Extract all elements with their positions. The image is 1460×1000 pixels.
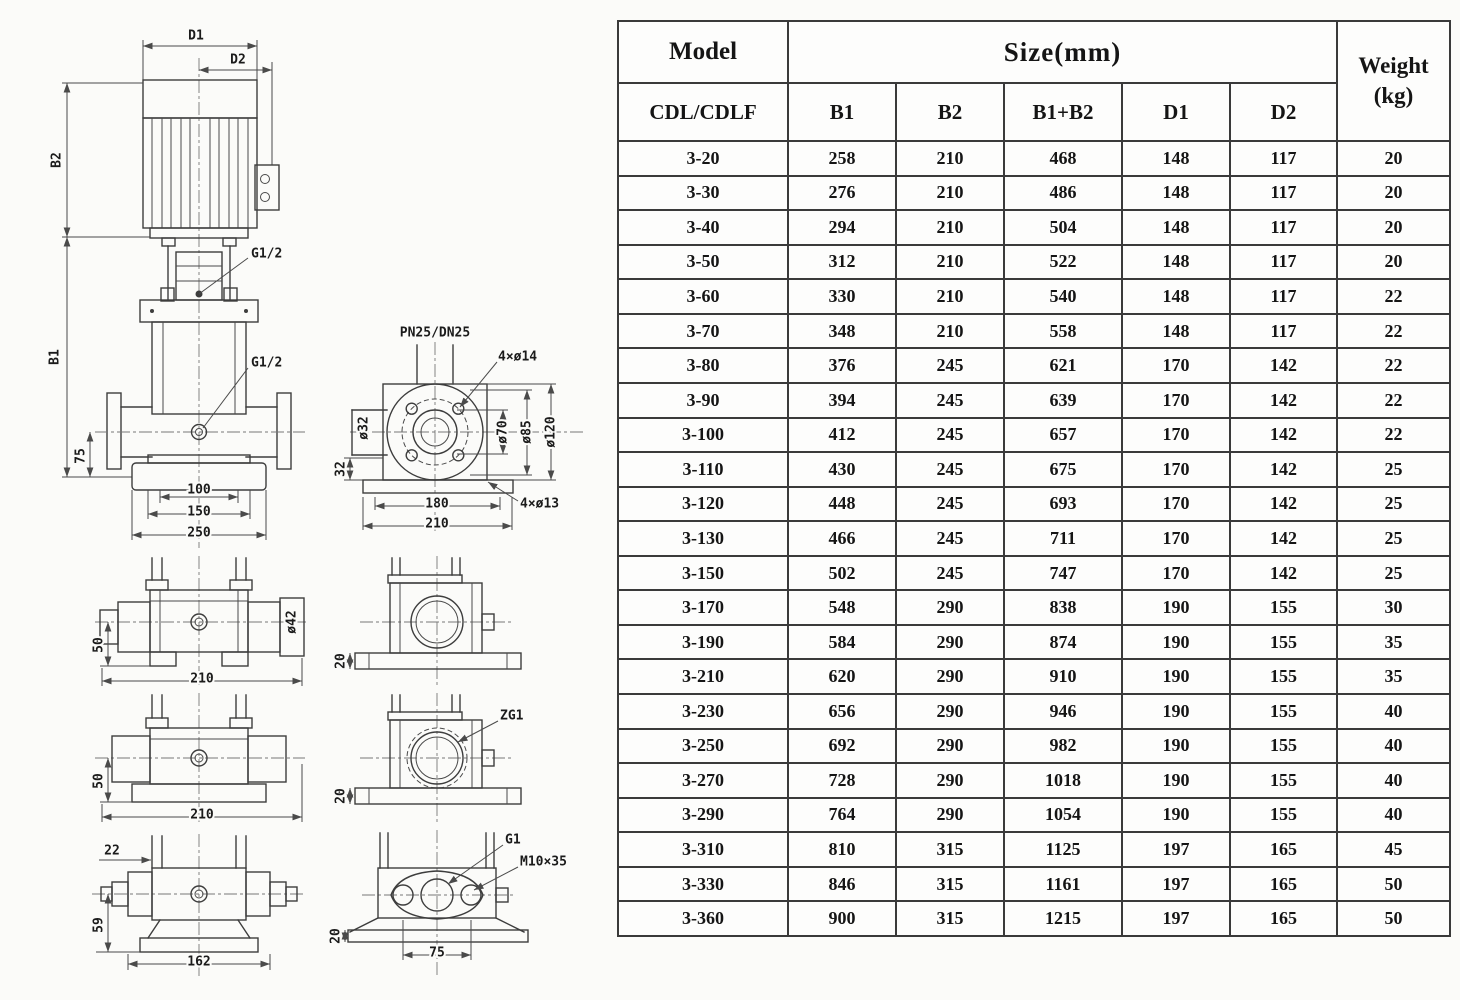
b1b2-cell: 1054 xyxy=(1004,798,1122,833)
table-row xyxy=(618,418,1450,453)
dia-32-label: ø32 xyxy=(356,416,372,440)
dim-50-2-label: 50 xyxy=(91,773,107,789)
d2-cell: 142 xyxy=(1230,348,1337,383)
b2-cell: 315 xyxy=(896,901,1004,936)
model-cell: 3-50 xyxy=(618,245,788,280)
weight-cell: 45 xyxy=(1337,832,1450,867)
model-cell: 3-90 xyxy=(618,383,788,418)
d2-cell: 117 xyxy=(1230,279,1337,314)
table-row xyxy=(618,867,1450,902)
table-row xyxy=(618,210,1450,245)
b1-cell: 502 xyxy=(788,556,896,591)
b1b2-cell: 468 xyxy=(1004,141,1122,176)
dim-32-label: 32 xyxy=(333,461,349,477)
weight-cell: 22 xyxy=(1337,279,1450,314)
dim-210-1-label: 210 xyxy=(190,671,214,687)
weight-cell: 35 xyxy=(1337,659,1450,694)
b1b2-cell: 558 xyxy=(1004,314,1122,349)
weight-cell: 22 xyxy=(1337,383,1450,418)
col-header-b2: B2 xyxy=(896,83,1004,141)
model-cell: 3-120 xyxy=(618,487,788,522)
d1-cell: 148 xyxy=(1122,245,1230,280)
model-cell: 3-150 xyxy=(618,556,788,591)
weight-cell: 40 xyxy=(1337,798,1450,833)
table-row xyxy=(618,383,1450,418)
b2-cell: 245 xyxy=(896,348,1004,383)
dim-210-2-label: 210 xyxy=(190,807,214,823)
d1-cell: 170 xyxy=(1122,521,1230,556)
table-row xyxy=(618,729,1450,764)
b2-cell: 210 xyxy=(896,176,1004,211)
b1b2-cell: 522 xyxy=(1004,245,1122,280)
b1b2-cell: 1125 xyxy=(1004,832,1122,867)
b1-cell: 584 xyxy=(788,625,896,660)
dim-b1-label: B1 xyxy=(47,349,63,365)
table-row xyxy=(618,659,1450,694)
b1-cell: 656 xyxy=(788,694,896,729)
b1-cell: 548 xyxy=(788,590,896,625)
d1-cell: 190 xyxy=(1122,798,1230,833)
b1b2-cell: 693 xyxy=(1004,487,1122,522)
table-row xyxy=(618,487,1450,522)
b1b2-cell: 675 xyxy=(1004,452,1122,487)
weight-cell: 20 xyxy=(1337,210,1450,245)
bolt-holes-bottom-label: 4×ø13 xyxy=(520,496,560,512)
model-cell: 3-210 xyxy=(618,659,788,694)
d1-cell: 148 xyxy=(1122,314,1230,349)
b1b2-cell: 1018 xyxy=(1004,763,1122,798)
weight-cell: 25 xyxy=(1337,556,1450,591)
side-view-2-drawing xyxy=(92,693,306,824)
g12-top-label: G1/2 xyxy=(251,246,283,262)
model-cell: 3-230 xyxy=(618,694,788,729)
weight-cell: 22 xyxy=(1337,314,1450,349)
dia-42-label: ø42 xyxy=(284,610,300,634)
model-cell: 3-290 xyxy=(618,798,788,833)
dim-162-label: 162 xyxy=(187,954,211,970)
table-row xyxy=(618,452,1450,487)
d1-cell: 170 xyxy=(1122,487,1230,522)
table-row xyxy=(618,901,1450,936)
b2-cell: 315 xyxy=(896,832,1004,867)
flange-title-label: PN25/DN25 xyxy=(399,325,471,341)
weight-header-line1: Weight xyxy=(1358,53,1429,79)
model-cell: 3-130 xyxy=(618,521,788,556)
zg1-label: ZG1 xyxy=(500,708,524,724)
b2-cell: 290 xyxy=(896,694,1004,729)
dia-85-label: ø85 xyxy=(519,420,535,444)
d1-cell: 170 xyxy=(1122,348,1230,383)
model-cell: 3-30 xyxy=(618,176,788,211)
table-row xyxy=(618,590,1450,625)
dim-50-1-label: 50 xyxy=(91,637,107,653)
dim-20-1-label: 20 xyxy=(333,653,349,669)
dim-20-3-label: 20 xyxy=(328,928,344,944)
dia-120-label: ø120 xyxy=(543,416,559,448)
weight-cell: 25 xyxy=(1337,521,1450,556)
table-row xyxy=(618,348,1450,383)
d1-cell: 197 xyxy=(1122,867,1230,902)
b1-cell: 620 xyxy=(788,659,896,694)
b1-cell: 294 xyxy=(788,210,896,245)
table-row xyxy=(618,245,1450,280)
bolt-holes-top-label: 4×ø14 xyxy=(498,349,538,365)
d2-cell: 155 xyxy=(1230,798,1337,833)
weight-cell: 40 xyxy=(1337,694,1450,729)
b1b2-cell: 711 xyxy=(1004,521,1122,556)
d1-cell: 190 xyxy=(1122,659,1230,694)
table-row xyxy=(618,176,1450,211)
col-header-b1: B1 xyxy=(788,83,896,141)
b2-cell: 290 xyxy=(896,659,1004,694)
col-header-b1b2: B1+B2 xyxy=(1004,83,1122,141)
b2-cell: 245 xyxy=(896,383,1004,418)
dim-250-label: 250 xyxy=(187,525,211,541)
dim-210-flange-label: 210 xyxy=(425,516,449,532)
dimension-table xyxy=(617,20,1451,937)
b1-cell: 692 xyxy=(788,729,896,764)
model-cell: 3-100 xyxy=(618,418,788,453)
model-cell: 3-40 xyxy=(618,210,788,245)
d2-cell: 142 xyxy=(1230,418,1337,453)
d1-cell: 148 xyxy=(1122,176,1230,211)
d2-cell: 117 xyxy=(1230,210,1337,245)
d1-cell: 170 xyxy=(1122,556,1230,591)
side-view-1-drawing xyxy=(92,556,309,688)
b1-cell: 258 xyxy=(788,141,896,176)
b2-cell: 245 xyxy=(896,452,1004,487)
model-header: Model xyxy=(618,21,788,83)
b1b2-cell: 1161 xyxy=(1004,867,1122,902)
dim-180-label: 180 xyxy=(425,496,449,512)
b2-cell: 290 xyxy=(896,798,1004,833)
weight-cell: 20 xyxy=(1337,176,1450,211)
model-cell: 3-80 xyxy=(618,348,788,383)
table-row xyxy=(618,625,1450,660)
b1b2-cell: 657 xyxy=(1004,418,1122,453)
model-cell: 3-110 xyxy=(618,452,788,487)
d2-cell: 155 xyxy=(1230,659,1337,694)
b1-cell: 312 xyxy=(788,245,896,280)
d1-cell: 190 xyxy=(1122,763,1230,798)
dim-d1-label: D1 xyxy=(188,28,204,44)
b2-cell: 210 xyxy=(896,314,1004,349)
terminal-box xyxy=(255,165,279,210)
b2-cell: 245 xyxy=(896,521,1004,556)
b1-cell: 394 xyxy=(788,383,896,418)
dim-100-label: 100 xyxy=(187,482,211,498)
model-cell: 3-20 xyxy=(618,141,788,176)
weight-cell: 30 xyxy=(1337,590,1450,625)
size-group-header: Size(mm) xyxy=(788,21,1337,83)
b2-cell: 210 xyxy=(896,279,1004,314)
b2-cell: 210 xyxy=(896,210,1004,245)
table-row xyxy=(618,694,1450,729)
model-series-header: CDL/CDLF xyxy=(618,83,788,141)
b1b2-cell: 874 xyxy=(1004,625,1122,660)
d2-cell: 155 xyxy=(1230,763,1337,798)
weight-cell: 40 xyxy=(1337,763,1450,798)
b1b2-cell: 639 xyxy=(1004,383,1122,418)
d1-cell: 148 xyxy=(1122,210,1230,245)
d2-cell: 155 xyxy=(1230,729,1337,764)
d2-cell: 117 xyxy=(1230,141,1337,176)
d2-cell: 142 xyxy=(1230,383,1337,418)
b1-cell: 412 xyxy=(788,418,896,453)
b1b2-cell: 504 xyxy=(1004,210,1122,245)
d1-cell: 148 xyxy=(1122,141,1230,176)
table-row xyxy=(618,314,1450,349)
flange-view-drawing xyxy=(334,326,587,533)
table-body xyxy=(618,141,1450,936)
b1b2-cell: 838 xyxy=(1004,590,1122,625)
table-row xyxy=(618,798,1450,833)
b1b2-cell: 747 xyxy=(1004,556,1122,591)
dim-59-label: 59 xyxy=(91,917,107,933)
b1-cell: 430 xyxy=(788,452,896,487)
dia-70-label: ø70 xyxy=(495,420,511,444)
b1-cell: 330 xyxy=(788,279,896,314)
d2-cell: 117 xyxy=(1230,245,1337,280)
b1b2-cell: 486 xyxy=(1004,176,1122,211)
dim-d2-label: D2 xyxy=(230,52,246,68)
front-view-drawing xyxy=(48,29,306,549)
d2-cell: 117 xyxy=(1230,176,1337,211)
b2-cell: 290 xyxy=(896,625,1004,660)
model-cell: 3-310 xyxy=(618,832,788,867)
port-view-1-drawing xyxy=(334,556,522,686)
port-view-2-drawing xyxy=(334,693,524,824)
d2-cell: 155 xyxy=(1230,694,1337,729)
d1-cell: 190 xyxy=(1122,625,1230,660)
b1-cell: 348 xyxy=(788,314,896,349)
d1-cell: 190 xyxy=(1122,729,1230,764)
m10x35-label: M10×35 xyxy=(520,854,567,870)
b1b2-cell: 621 xyxy=(1004,348,1122,383)
table-row xyxy=(618,141,1450,176)
weight-cell: 22 xyxy=(1337,348,1450,383)
b2-cell: 245 xyxy=(896,487,1004,522)
b1-cell: 448 xyxy=(788,487,896,522)
d1-cell: 148 xyxy=(1122,279,1230,314)
model-cell: 3-190 xyxy=(618,625,788,660)
b1-cell: 376 xyxy=(788,348,896,383)
table-row xyxy=(618,832,1450,867)
dim-b2-label: B2 xyxy=(49,152,65,168)
d1-cell: 190 xyxy=(1122,694,1230,729)
side-view-3-drawing xyxy=(92,834,306,976)
dim-75-port-label: 75 xyxy=(429,945,445,961)
d2-cell: 165 xyxy=(1230,867,1337,902)
d1-cell: 170 xyxy=(1122,452,1230,487)
col-header-d2: D2 xyxy=(1230,83,1337,141)
d1-cell: 197 xyxy=(1122,901,1230,936)
dim-75-label: 75 xyxy=(73,448,89,464)
b2-cell: 290 xyxy=(896,590,1004,625)
g1-label: G1 xyxy=(505,832,521,848)
b1-cell: 276 xyxy=(788,176,896,211)
model-cell: 3-250 xyxy=(618,729,788,764)
weight-cell: 20 xyxy=(1337,141,1450,176)
b2-cell: 210 xyxy=(896,141,1004,176)
g12-mid-label: G1/2 xyxy=(251,355,283,371)
pump-technical-drawing xyxy=(0,0,610,1000)
d2-cell: 155 xyxy=(1230,590,1337,625)
b2-cell: 315 xyxy=(896,867,1004,902)
b2-cell: 290 xyxy=(896,763,1004,798)
b2-cell: 245 xyxy=(896,418,1004,453)
model-cell: 3-360 xyxy=(618,901,788,936)
d2-cell: 142 xyxy=(1230,556,1337,591)
model-cell: 3-330 xyxy=(618,867,788,902)
b1-cell: 900 xyxy=(788,901,896,936)
model-cell: 3-170 xyxy=(618,590,788,625)
dim-22-label: 22 xyxy=(104,843,120,859)
col-header-d1: D1 xyxy=(1122,83,1230,141)
port-view-3-drawing xyxy=(329,830,567,976)
weight-header-line2: (kg) xyxy=(1373,83,1414,108)
table-row xyxy=(618,763,1450,798)
model-cell: 3-60 xyxy=(618,279,788,314)
d1-cell: 170 xyxy=(1122,383,1230,418)
b1-cell: 466 xyxy=(788,521,896,556)
table-row xyxy=(618,279,1450,314)
d2-cell: 165 xyxy=(1230,832,1337,867)
dim-20-2-label: 20 xyxy=(333,788,349,804)
d2-cell: 142 xyxy=(1230,487,1337,522)
d2-cell: 155 xyxy=(1230,625,1337,660)
b1b2-cell: 982 xyxy=(1004,729,1122,764)
b2-cell: 290 xyxy=(896,729,1004,764)
d1-cell: 170 xyxy=(1122,418,1230,453)
weight-cell: 25 xyxy=(1337,487,1450,522)
b2-cell: 210 xyxy=(896,245,1004,280)
weight-cell: 40 xyxy=(1337,729,1450,764)
weight-cell: 50 xyxy=(1337,901,1450,936)
d2-cell: 142 xyxy=(1230,521,1337,556)
b1b2-cell: 946 xyxy=(1004,694,1122,729)
model-cell: 3-270 xyxy=(618,763,788,798)
b1-cell: 846 xyxy=(788,867,896,902)
d2-cell: 165 xyxy=(1230,901,1337,936)
table-row xyxy=(618,521,1450,556)
weight-cell: 22 xyxy=(1337,418,1450,453)
model-cell: 3-70 xyxy=(618,314,788,349)
b2-cell: 245 xyxy=(896,556,1004,591)
weight-header xyxy=(1337,21,1450,141)
d2-cell: 117 xyxy=(1230,314,1337,349)
b1b2-cell: 540 xyxy=(1004,279,1122,314)
b1-cell: 764 xyxy=(788,798,896,833)
table-row xyxy=(618,556,1450,591)
d1-cell: 190 xyxy=(1122,590,1230,625)
weight-cell: 35 xyxy=(1337,625,1450,660)
d2-cell: 142 xyxy=(1230,452,1337,487)
weight-cell: 20 xyxy=(1337,245,1450,280)
dim-150-label: 150 xyxy=(187,504,211,520)
b1b2-cell: 910 xyxy=(1004,659,1122,694)
weight-cell: 50 xyxy=(1337,867,1450,902)
b1b2-cell: 1215 xyxy=(1004,901,1122,936)
b1-cell: 810 xyxy=(788,832,896,867)
b1-cell: 728 xyxy=(788,763,896,798)
d1-cell: 197 xyxy=(1122,832,1230,867)
weight-cell: 25 xyxy=(1337,452,1450,487)
